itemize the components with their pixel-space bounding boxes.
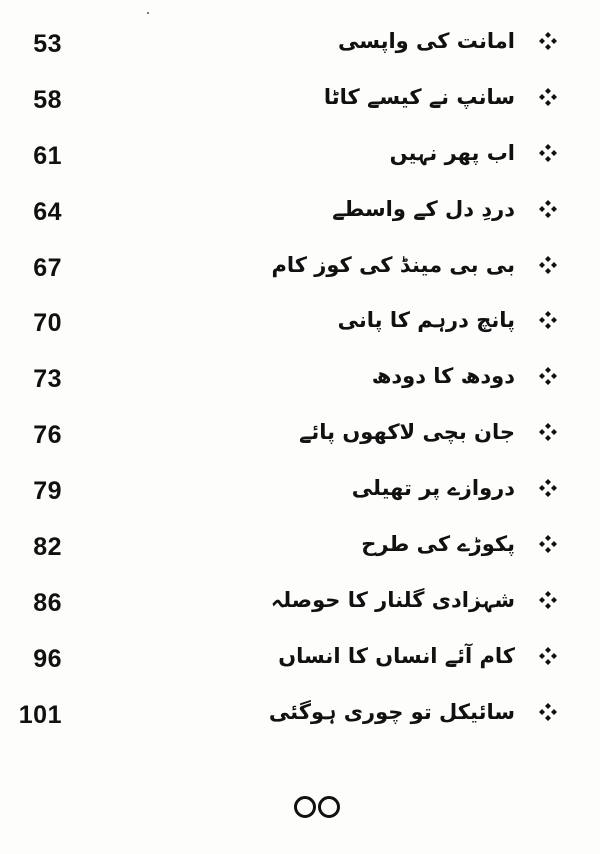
page-number: 101 — [18, 700, 62, 729]
four-diamond-bullet-icon — [535, 363, 561, 389]
toc-entry[interactable] — [0, 353, 600, 409]
toc-entry[interactable] — [0, 633, 600, 689]
toc-entry[interactable] — [0, 577, 600, 633]
page-number: 70 — [33, 309, 62, 338]
double-circle-ornament-icon — [286, 792, 348, 822]
chapter-title: دردِ دل کے واسطے — [332, 196, 515, 221]
toc-entry[interactable] — [0, 465, 600, 521]
paper-speck — [147, 12, 149, 14]
toc-entry[interactable] — [0, 130, 600, 186]
table-of-contents — [0, 18, 600, 745]
four-diamond-bullet-icon — [535, 643, 561, 669]
four-diamond-bullet-icon — [535, 531, 561, 557]
four-diamond-bullet-icon — [535, 587, 561, 613]
chapter-title: پکوڑے کی طرح — [361, 532, 515, 557]
four-diamond-bullet-icon — [535, 419, 561, 445]
toc-entry[interactable] — [0, 242, 600, 298]
four-diamond-bullet-icon — [535, 28, 561, 54]
chapter-title: دودھ کا دودھ — [371, 364, 515, 389]
page-number: 82 — [33, 533, 62, 562]
page-number: 64 — [33, 197, 62, 226]
four-diamond-bullet-icon — [535, 475, 561, 501]
page-number: 58 — [33, 85, 62, 114]
page-number: 96 — [33, 644, 62, 673]
page-number: 53 — [33, 30, 62, 58]
chapter-title: بی بی مینڈ کی کوز کام — [271, 252, 515, 277]
toc-entry[interactable] — [0, 521, 600, 577]
page-number: 73 — [33, 365, 62, 394]
four-diamond-bullet-icon — [535, 307, 561, 333]
four-diamond-bullet-icon — [535, 252, 561, 278]
page-number: 67 — [33, 253, 62, 282]
chapter-title: جان بچی لاکھوں پائے — [299, 420, 515, 445]
toc-entry[interactable] — [0, 297, 600, 353]
four-diamond-bullet-icon — [535, 140, 561, 166]
chapter-title: امانت کی واپسی — [337, 29, 515, 53]
chapter-title: سائیکل تو چوری ہوگئی — [268, 699, 515, 724]
four-diamond-bullet-icon — [535, 196, 561, 222]
toc-entry[interactable] — [0, 18, 600, 74]
toc-entry[interactable] — [0, 186, 600, 242]
chapter-title: پانچ درہم کا پانی — [337, 308, 515, 333]
toc-entry[interactable] — [0, 74, 600, 130]
chapter-title: کام آئے انساں کا انساں — [278, 643, 515, 668]
four-diamond-bullet-icon — [535, 84, 561, 110]
chapter-title: اب پھر نہیں — [389, 140, 515, 165]
chapter-title: سانپ نے کیسے کاٹا — [323, 84, 515, 109]
chapter-title: دروازے پر تھیلی — [351, 476, 515, 501]
chapter-title: شہزادی گلنار کا حوصلہ — [270, 587, 515, 612]
toc-entry[interactable] — [0, 409, 600, 465]
four-diamond-bullet-icon — [535, 699, 561, 725]
page-number: 79 — [33, 477, 62, 506]
page-number: 76 — [33, 421, 62, 450]
page-number: 86 — [33, 588, 62, 617]
toc-entry[interactable] — [0, 689, 600, 745]
page-number: 61 — [33, 141, 62, 170]
